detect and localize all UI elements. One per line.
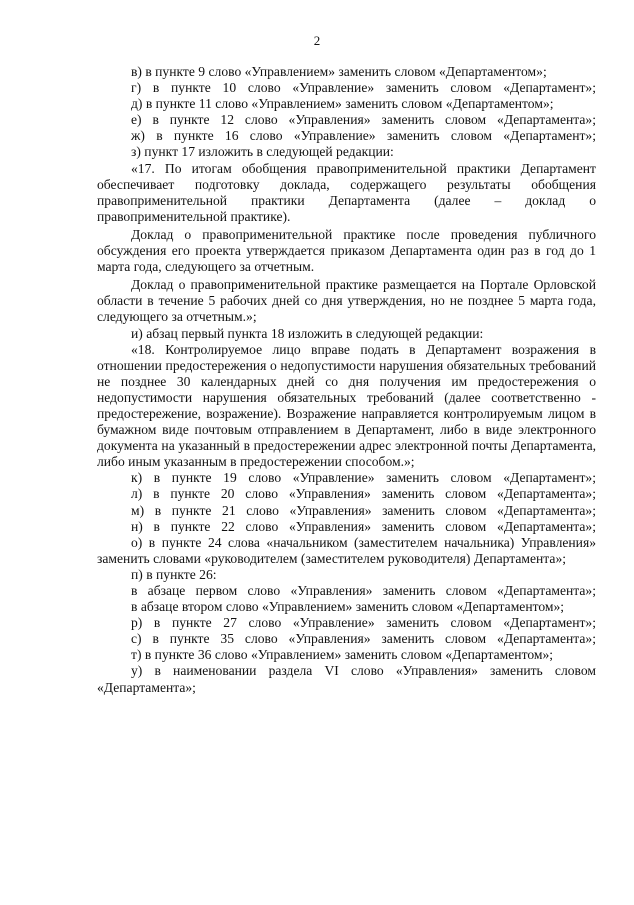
paragraph-z: з) пункт 17 изложить в следующей редакции:	[131, 144, 394, 160]
paragraph-s: с) в пункте 35 слово «Управления» заменить словом «Департамента»;	[131, 631, 596, 647]
page-number: 2	[313, 33, 321, 48]
paragraph-report-approval: Доклад о правоприменительной практике после проведения публичного обсуждения его проекта утверждается приказом Департамента один раз в год до 1 марта года, следующего за отчетным.	[97, 226, 596, 275]
paragraph-r: р) в пункте 27 слово «Управление» заменить словом «Департамент»;	[131, 615, 596, 631]
paragraph-d: д) в пункте 11 слово «Управлением» заменить словом «Департаментом»;	[131, 96, 554, 112]
paragraph-k: к) в пункте 19 слово «Управление» заменить словом «Департамент»;	[131, 470, 596, 486]
paragraph-v: в) в пункте 9 слово «Управлением» заменить словом «Департаментом»;	[131, 64, 547, 79]
paragraph-i: и) абзац первый пункта 18 изложить в следующей редакции:	[131, 325, 484, 341]
paragraph-e: е) в пункте 12 слово «Управления» заменить словом «Департамента»;	[131, 112, 596, 128]
paragraph-p-first: в абзаце первом слово «Управления» заменить словом «Департамента»;	[131, 583, 596, 598]
paragraph-m: м) в пункте 21 слово «Управления» заменить словом «Департамента»;	[131, 502, 596, 518]
paragraph-t: т) в пункте 36 слово «Управлением» заменить словом «Департаментом»;	[131, 647, 554, 663]
paragraph-quote-17: «17. По итогам обобщения правоприменительной практики Департамент обеспечивает подготовку доклада, содержащего результаты обобщения правоприменительной практики Департамента (далее – доклад о правоприменительной практике).	[97, 160, 596, 224]
paragraph-zh: ж) в пункте 16 слово «Управление» заменить словом «Департамент»;	[131, 128, 596, 144]
paragraph-quote-18: «18. Контролируемое лицо вправе подать в Департамент возражения в отношении предостережения о недопустимости нарушения обязательных требований не позднее 30 календарных дней со дня получения им предостережения о недопустимости нарушения обязательных требований (далее соответственно - предостережение, возражение). Возражение направляется контролируемым лицом в бумажном виде почтовым отправлением в Департамент, либо в виде электронного документа на указанный в предостережении адрес электронной почты Департамента, либо иным указанным в предостережении способом.»;	[97, 341, 596, 470]
document-body	[97, 64, 596, 696]
paragraph-p-second: в абзаце втором слово «Управлением» заменить словом «Департаментом»;	[131, 599, 565, 615]
paragraph-l: л) в пункте 20 слово «Управления» заменить словом «Департамента»;	[131, 486, 596, 502]
paragraph-g: г) в пункте 10 слово «Управление» заменить словом «Департамент»;	[131, 80, 596, 96]
paragraph-o: о) в пункте 24 слова «начальником (заместителем начальника) Управления» заменить словами «руководителем (заместителем руководителя) Департамента»;	[97, 534, 596, 566]
paragraph-n: н) в пункте 22 слово «Управления» заменить словом «Департамента»;	[131, 518, 596, 534]
paragraph-report-publication: Доклад о правоприменительной практике размещается на Портале Орловской области в течение 5 рабочих дней со дня утверждения, но не позднее 5 марта года, следующего за отчетным.»;	[97, 277, 596, 325]
paragraph-u: у) в наименовании раздела VI слово «Управления» заменить словом «Департамента»;	[97, 663, 596, 695]
paragraph-p: п) в пункте 26:	[131, 566, 217, 582]
